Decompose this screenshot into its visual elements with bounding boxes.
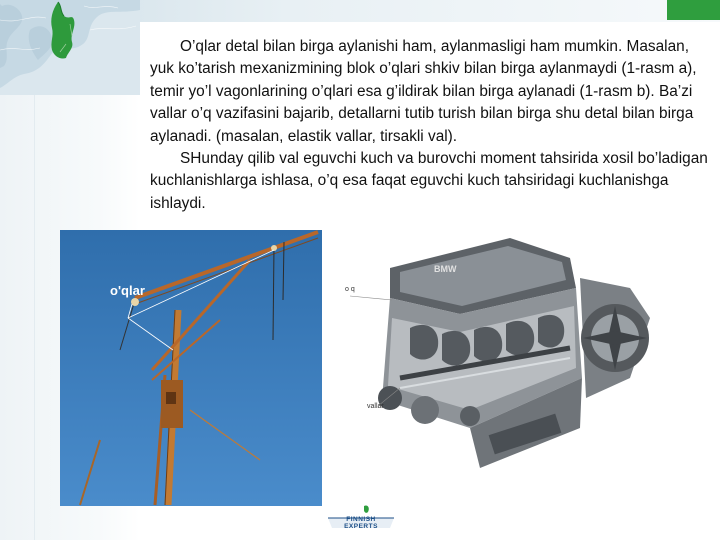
finnish-experts-logo: [326, 504, 396, 532]
svg-text:BMW: BMW: [434, 264, 457, 274]
engine-label-oq: o q: [345, 286, 355, 293]
finland-map-icon: [0, 0, 140, 95]
paragraph-2: SHunday qilib val eguvchi kuch va burovchi moment tahsirida xosil bo’ladigan kuchlanishlarga ishlasa, o’q esa faqat eguvchi kuch tahsiridagi kuchlanishga ishlaydi.: [150, 150, 708, 212]
crane-label: o'qlar: [110, 283, 145, 298]
logo-text: FINNISH EXPERTS: [344, 516, 378, 530]
paragraph-1: O’qlar detal bilan birga aylanishi ham, aylanmasligi ham mumkin. Masalan, yuk ko’tarish mexanizmining blok o’qlari shkiv bilan birga aylanmaydi (1-rasm a), temir yo’l vagonlarining o’qlari esa g’ildirak bilan birga aylanadi (1-rasm b). Ba’zi vallar o’q vazifasini bajarib, detallarni tutib turish bilan birga shu detal bilan birga aylanadi. (masalan, elastik vallar, tirsakli val).: [150, 38, 697, 145]
slide-body-text: [150, 36, 716, 215]
decor-line: [34, 95, 35, 540]
engine-label-vallar: vallar: [367, 403, 384, 410]
corner-accent: [667, 0, 720, 20]
engine-cutaway-photo: [330, 228, 720, 490]
crane-photo: [60, 230, 322, 506]
